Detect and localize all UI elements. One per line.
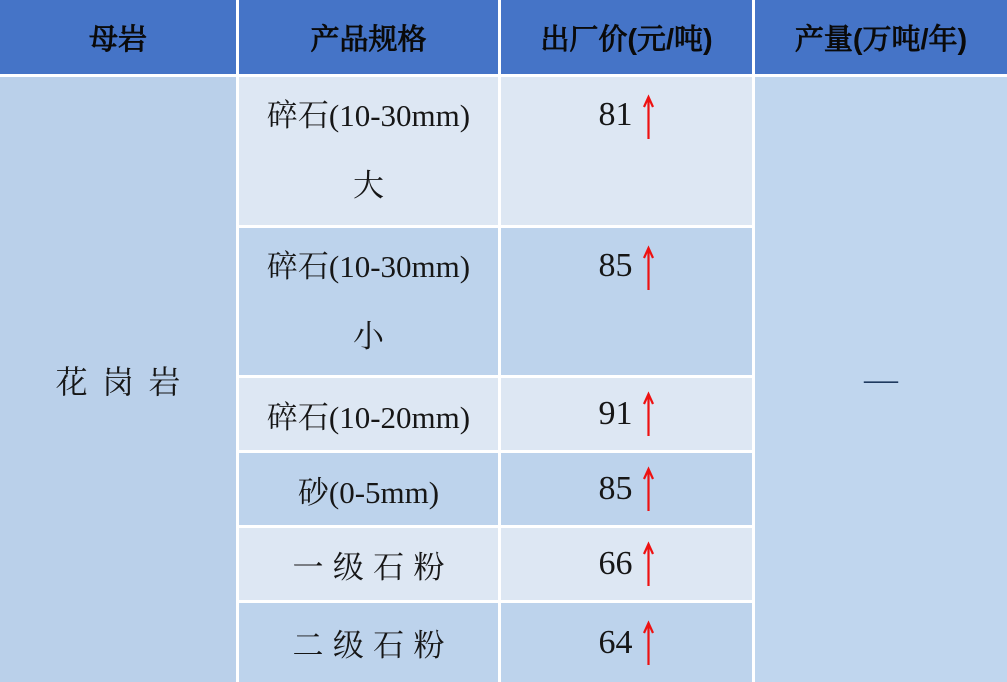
price-cell [501, 378, 752, 450]
price-up-icon [642, 466, 655, 512]
spec-cell [239, 228, 498, 375]
col-header-rock: 母岩 [0, 0, 236, 74]
price-up-icon [642, 620, 655, 666]
price-cell [501, 228, 752, 375]
spec-size-text: 小 [353, 318, 384, 354]
price-value: 85 [598, 247, 633, 284]
price-cell [501, 453, 752, 525]
rock-cell: 花岗岩 [0, 77, 236, 682]
price-up-icon [642, 541, 655, 587]
spec-text: 碎石(10-20mm) [266, 399, 471, 435]
price-value: 91 [598, 395, 633, 432]
price-cell [501, 77, 752, 225]
col-header-spec: 产品规格 [239, 0, 498, 74]
price-up-icon [642, 245, 655, 291]
spec-cell [239, 77, 498, 225]
price-value: 81 [598, 96, 633, 133]
price-value: 64 [598, 623, 633, 661]
price-value: 85 [598, 470, 633, 507]
col-header-output: 产量(万吨/年) [755, 0, 1007, 74]
price-up-icon [642, 94, 655, 140]
spec-text: 二级石粉 [292, 628, 454, 663]
price-cell [501, 528, 752, 600]
output-cell: — [755, 77, 1007, 682]
spec-cell [239, 528, 498, 600]
spec-text: 碎石(10-30mm) [266, 248, 471, 284]
spec-cell [239, 378, 498, 450]
price-cell [501, 603, 752, 682]
spec-text: 碎石(10-30mm) [266, 98, 471, 133]
spec-cell [239, 603, 498, 682]
spec-text: 一级石粉 [292, 549, 454, 585]
spec-text: 砂(0-5mm) [297, 474, 440, 510]
spec-cell [239, 453, 498, 525]
spec-size-text: 大 [353, 168, 384, 203]
price-value: 66 [598, 545, 633, 582]
col-header-price: 出厂价(元/吨) [501, 0, 752, 74]
price-up-icon [642, 391, 655, 437]
